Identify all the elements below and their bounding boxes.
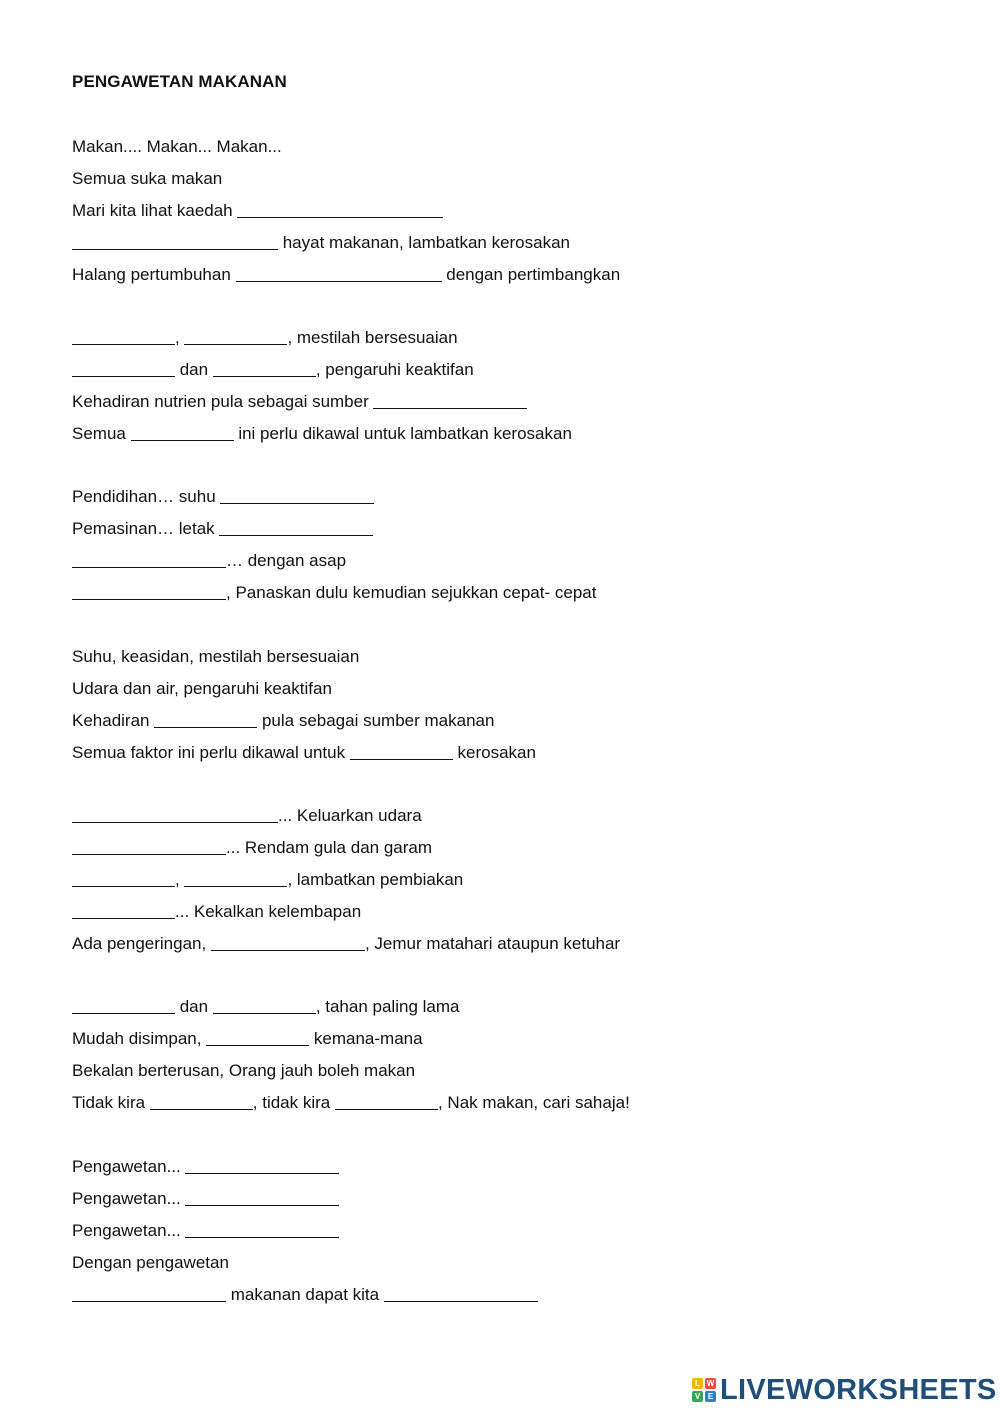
answer-blank[interactable] bbox=[213, 360, 316, 377]
verse-line: Ada pengeringan, , Jemur matahari ataupun ketuhar bbox=[72, 934, 621, 953]
verse-line: Pengawetan... bbox=[72, 1188, 339, 1210]
answer-blank[interactable] bbox=[72, 233, 278, 250]
verse-line: ... Rendam gula dan garam bbox=[72, 837, 432, 859]
answer-blank[interactable] bbox=[72, 838, 226, 855]
verse-line: makanan dapat kita bbox=[72, 1284, 538, 1306]
liveworksheets-logo-text: LIVEWORKSHEETS bbox=[720, 1373, 997, 1406]
verse-line: ... Keluarkan udara bbox=[72, 805, 422, 827]
answer-blank[interactable] bbox=[213, 997, 316, 1014]
verse-line: Makan.... Makan... Makan... bbox=[72, 137, 282, 156]
verse-line: Mari kita lihat kaedah bbox=[72, 200, 443, 222]
answer-blank[interactable] bbox=[72, 870, 175, 887]
answer-blank[interactable] bbox=[72, 902, 175, 919]
answer-blank[interactable] bbox=[335, 1093, 438, 1110]
logo-mark-letter: V bbox=[692, 1391, 703, 1402]
answer-blank[interactable] bbox=[150, 1093, 253, 1110]
verse-line: Udara dan air, pengaruhi keaktifan bbox=[72, 679, 332, 698]
verse-line: , Panaskan dulu kemudian sejukkan cepat- cepat bbox=[72, 582, 596, 604]
answer-blank[interactable] bbox=[185, 1157, 339, 1174]
verse-line: Pemasinan… letak bbox=[72, 518, 373, 540]
answer-blank[interactable] bbox=[72, 360, 175, 377]
answer-blank[interactable] bbox=[184, 328, 287, 345]
verse-line: dan , pengaruhi keaktifan bbox=[72, 359, 474, 381]
verse-line: Dengan pengawetan bbox=[72, 1253, 229, 1272]
answer-blank[interactable] bbox=[185, 1189, 339, 1206]
verse-line: Kehadiran pula sebagai sumber makanan bbox=[72, 711, 495, 730]
liveworksheets-logo-icon bbox=[692, 1378, 716, 1402]
verse-line: Pendidihan… suhu bbox=[72, 486, 374, 508]
verse-line: Halang pertumbuhan dengan pertimbangkan bbox=[72, 265, 621, 284]
answer-blank[interactable] bbox=[154, 711, 257, 728]
answer-blank[interactable] bbox=[184, 870, 287, 887]
logo-mark-letter: W bbox=[706, 1379, 715, 1388]
answer-blank[interactable] bbox=[220, 487, 374, 504]
verse-line: Tidak kira , tidak kira , Nak makan, cari sahaja! bbox=[72, 1093, 630, 1112]
answer-blank[interactable] bbox=[211, 934, 365, 951]
answer-blank[interactable] bbox=[72, 328, 175, 345]
verse-line: ... Kekalkan kelembapan bbox=[72, 901, 361, 923]
answer-blank[interactable] bbox=[373, 392, 527, 409]
answer-blank[interactable] bbox=[72, 997, 175, 1014]
answer-blank[interactable] bbox=[131, 424, 234, 441]
verse-line: hayat makanan, lambatkan kerosakan bbox=[72, 232, 570, 254]
verse-line: Pengawetan... bbox=[72, 1220, 339, 1242]
verse-line: Semua suka makan bbox=[72, 169, 223, 188]
answer-blank[interactable] bbox=[72, 806, 278, 823]
answer-blank[interactable] bbox=[350, 743, 453, 760]
verse-line: Suhu, keasidan, mestilah bersesuaian bbox=[72, 647, 360, 666]
verse-line: Semua ini perlu dikawal untuk lambatkan kerosakan bbox=[72, 424, 572, 443]
answer-blank[interactable] bbox=[72, 583, 226, 600]
liveworksheets-logo bbox=[692, 1372, 997, 1408]
worksheet-title: PENGAWETAN MAKANAN bbox=[72, 72, 287, 91]
verse-line: Bekalan berterusan, Orang jauh boleh makan bbox=[72, 1061, 416, 1080]
answer-blank[interactable] bbox=[185, 1221, 339, 1238]
answer-blank[interactable] bbox=[72, 1285, 226, 1302]
verse-line: Pengawetan... bbox=[72, 1156, 339, 1178]
verse-line: Mudah disimpan, kemana-mana bbox=[72, 1029, 423, 1048]
answer-blank[interactable] bbox=[237, 201, 443, 218]
verse-line: Semua faktor ini perlu dikawal untuk kerosakan bbox=[72, 743, 536, 762]
verse-line: Kehadiran nutrien pula sebagai sumber bbox=[72, 391, 527, 413]
answer-blank[interactable] bbox=[219, 519, 373, 536]
answer-blank[interactable] bbox=[384, 1285, 538, 1302]
verse-line: dan , tahan paling lama bbox=[72, 996, 459, 1018]
answer-blank[interactable] bbox=[206, 1029, 309, 1046]
answer-blank[interactable] bbox=[72, 551, 226, 568]
verse-line: … dengan asap bbox=[72, 550, 346, 572]
logo-mark-letter: E bbox=[705, 1391, 716, 1402]
verse-line: , , mestilah bersesuaian bbox=[72, 327, 458, 349]
verse-line: , , lambatkan pembiakan bbox=[72, 869, 463, 891]
answer-blank[interactable] bbox=[236, 265, 442, 282]
logo-mark-letter: L bbox=[692, 1378, 703, 1389]
